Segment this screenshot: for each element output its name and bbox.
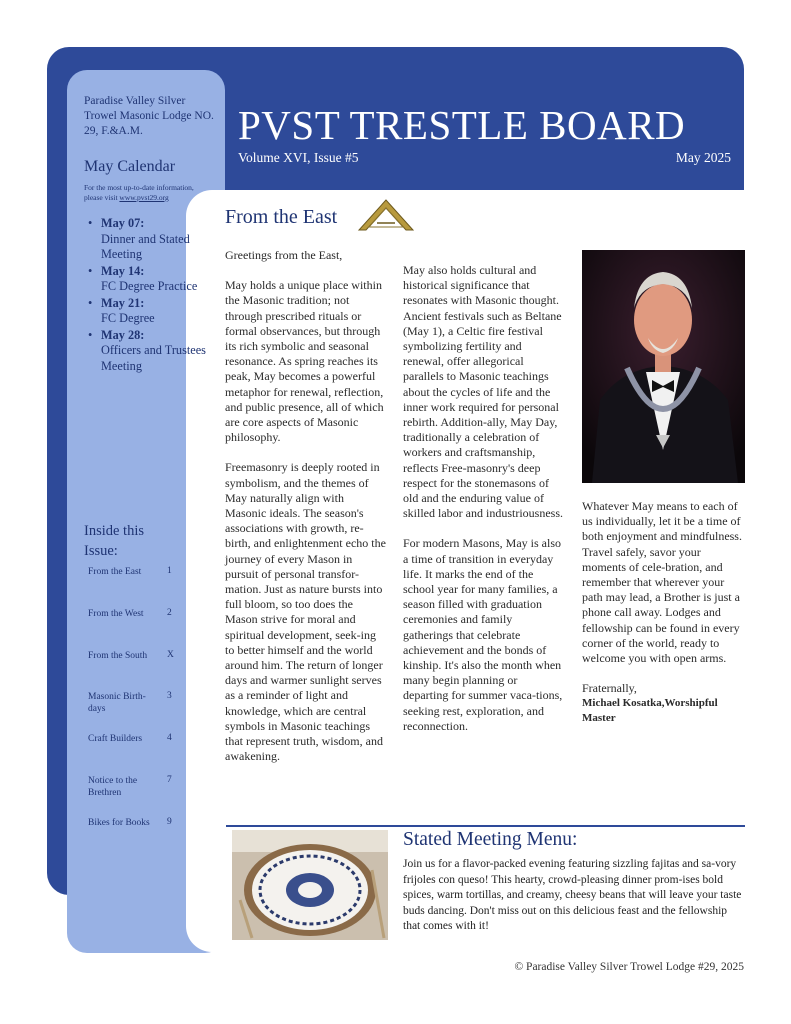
- article-column-3: [582, 499, 744, 726]
- calendar-item: [86, 296, 221, 327]
- footer-copyright: © Paradise Valley Silver Trowel Lodge #29, 2025: [514, 961, 744, 973]
- issue-date: May 2025: [675, 150, 731, 165]
- toc-page: 2: [167, 608, 172, 618]
- toc-item-birthdays[interactable]: Masonic Birth-days: [88, 692, 146, 714]
- calendar-item: [86, 216, 221, 263]
- lodge-name: Paradise Valley Silver Trowel Masonic Lodge NO. 29, F.&A.M.: [84, 95, 214, 137]
- signature: Michael Kosatka,Worshipful Master: [582, 697, 718, 725]
- calendar-item: [86, 328, 221, 375]
- issue-volume: Volume XVI, Issue #5: [238, 150, 359, 165]
- toc-page: 4: [167, 733, 172, 743]
- toc-item-notice[interactable]: Notice to the Brethren: [88, 776, 138, 798]
- inside-issue-title: Inside this Issue:: [84, 523, 145, 559]
- toc-item-craft-builders[interactable]: Craft Builders: [88, 734, 143, 744]
- paragraph: Greetings from the East,: [225, 248, 343, 262]
- event-date: • May 28:: [101, 327, 145, 342]
- toc-item-west[interactable]: From the West: [88, 609, 144, 619]
- calendar-title: May Calendar: [84, 158, 176, 175]
- event-desc: FC Degree: [101, 311, 155, 325]
- toc-page: 1: [167, 566, 172, 576]
- event-date: • May 07:: [101, 216, 145, 230]
- event-date: • May 21:: [101, 295, 145, 310]
- worshipful-master-photo: [582, 250, 745, 483]
- toc-item-bikes[interactable]: Bikes for Books: [88, 818, 150, 828]
- paragraph: Freemasonry is deeply rooted in symbolism, and the themes of May naturally align with Masonic ideals. The season's associations with growth, re-birth, and enlightenment echo the journey of every Mason in pursuit of personal transfor-mation. Just as nature bursts into full bloom, so too does the Mason strive for moral and spiritual development, seek-ing to better himself and the world around him. The return of longer days and warmer sunlight serves as a reminder of light and knowledge, which are central symbols in Masonic teachings that represent truth, wisdom, and awakening.: [225, 460, 386, 764]
- toc-page: 3: [167, 691, 172, 701]
- paragraph: For modern Masons, May is also a time of transition in everyday life. It marks the end of the school year for many families, a season filled with graduation ceremonies and family gatherings that celebrate achievement and the bonds of kinship. It's also the month when many begin planning or departing for summer vaca-tions, seeking rest, exploration, and reconnection.: [403, 536, 563, 733]
- event-desc: Officers and Trustees Meeting: [101, 343, 206, 373]
- toc-page: 9: [167, 817, 172, 827]
- toc-item-south[interactable]: From the South: [88, 651, 148, 661]
- menu-description: Join us for a flavor-packed evening featuring sizzling fajitas and sa-vory frijoles con queso! This hearty, crowd-pleasing dinner prom-ises bold spices, warm tortillas, and creamy, cheesy beans that will leave your taste buds dancing. Don't miss out on this delicious feast and the fellowship that comes with it!: [403, 858, 742, 932]
- calendar-link[interactable]: www.pvst29.org: [119, 192, 169, 202]
- paragraph: May holds a unique place within the Masonic tradition; not through prescribed rituals or formal observances, but through its rich symbolic and seasonal resonance. As spring reaches its peak, May becomes a powerful metaphor for renewal, reflection, and public presence, all of which are core aspects of Masonic philosophy.: [225, 278, 384, 445]
- article-column-2: [403, 263, 565, 749]
- event-desc: Dinner and Stated Meeting: [101, 231, 190, 261]
- closing-line: Fraternally,: [582, 681, 637, 696]
- paragraph: Whatever May means to each of us individually, let it be a time of both enjoyment and mindfulness. Travel safely, savor your moments of cele-bration, and remember that wherever your path may lead, a Brother is just a phone call away. Lodges and fellowship can be found in every corner of the world, ready to welcome you with open arms.: [582, 499, 742, 666]
- square-compass-icon: [357, 197, 415, 237]
- calendar-note-text: For the most up-to-date information, please visit: [84, 183, 194, 202]
- plate-photo: [232, 830, 388, 940]
- calendar-list: [86, 216, 221, 375]
- event-desc: FC Degree Practice: [101, 279, 198, 293]
- calendar-note: [84, 183, 212, 202]
- article-column-1: [225, 248, 387, 780]
- menu-title: Stated Meeting Menu:: [403, 829, 578, 850]
- toc-item-east[interactable]: From the East: [88, 567, 142, 577]
- toc-page: 7: [167, 775, 172, 785]
- section-divider: [226, 825, 745, 827]
- paragraph: May also holds cultural and historical significance that resonates with Masonic thought. Ancient festivals such as Beltane (May 1), a Celtic fire festival symbolizing fertility and renewal, offer allegorical parallels to Masonic teachings about the cycles of life and the inner work required for personal rebirth. Addition-ally, May Day, traditionally a celebration of workers and craftsmanship, reflects Free-masonry's deep respect for the stonemasons of old and the enduring value of skilled labor and industriousness.: [403, 263, 563, 521]
- article-title: From the East: [225, 206, 338, 228]
- newsletter-title: PVST TRESTLE BOARD: [238, 102, 686, 148]
- event-date: • May 14:: [101, 263, 145, 278]
- toc-page: X: [167, 650, 174, 660]
- calendar-item: [86, 264, 221, 295]
